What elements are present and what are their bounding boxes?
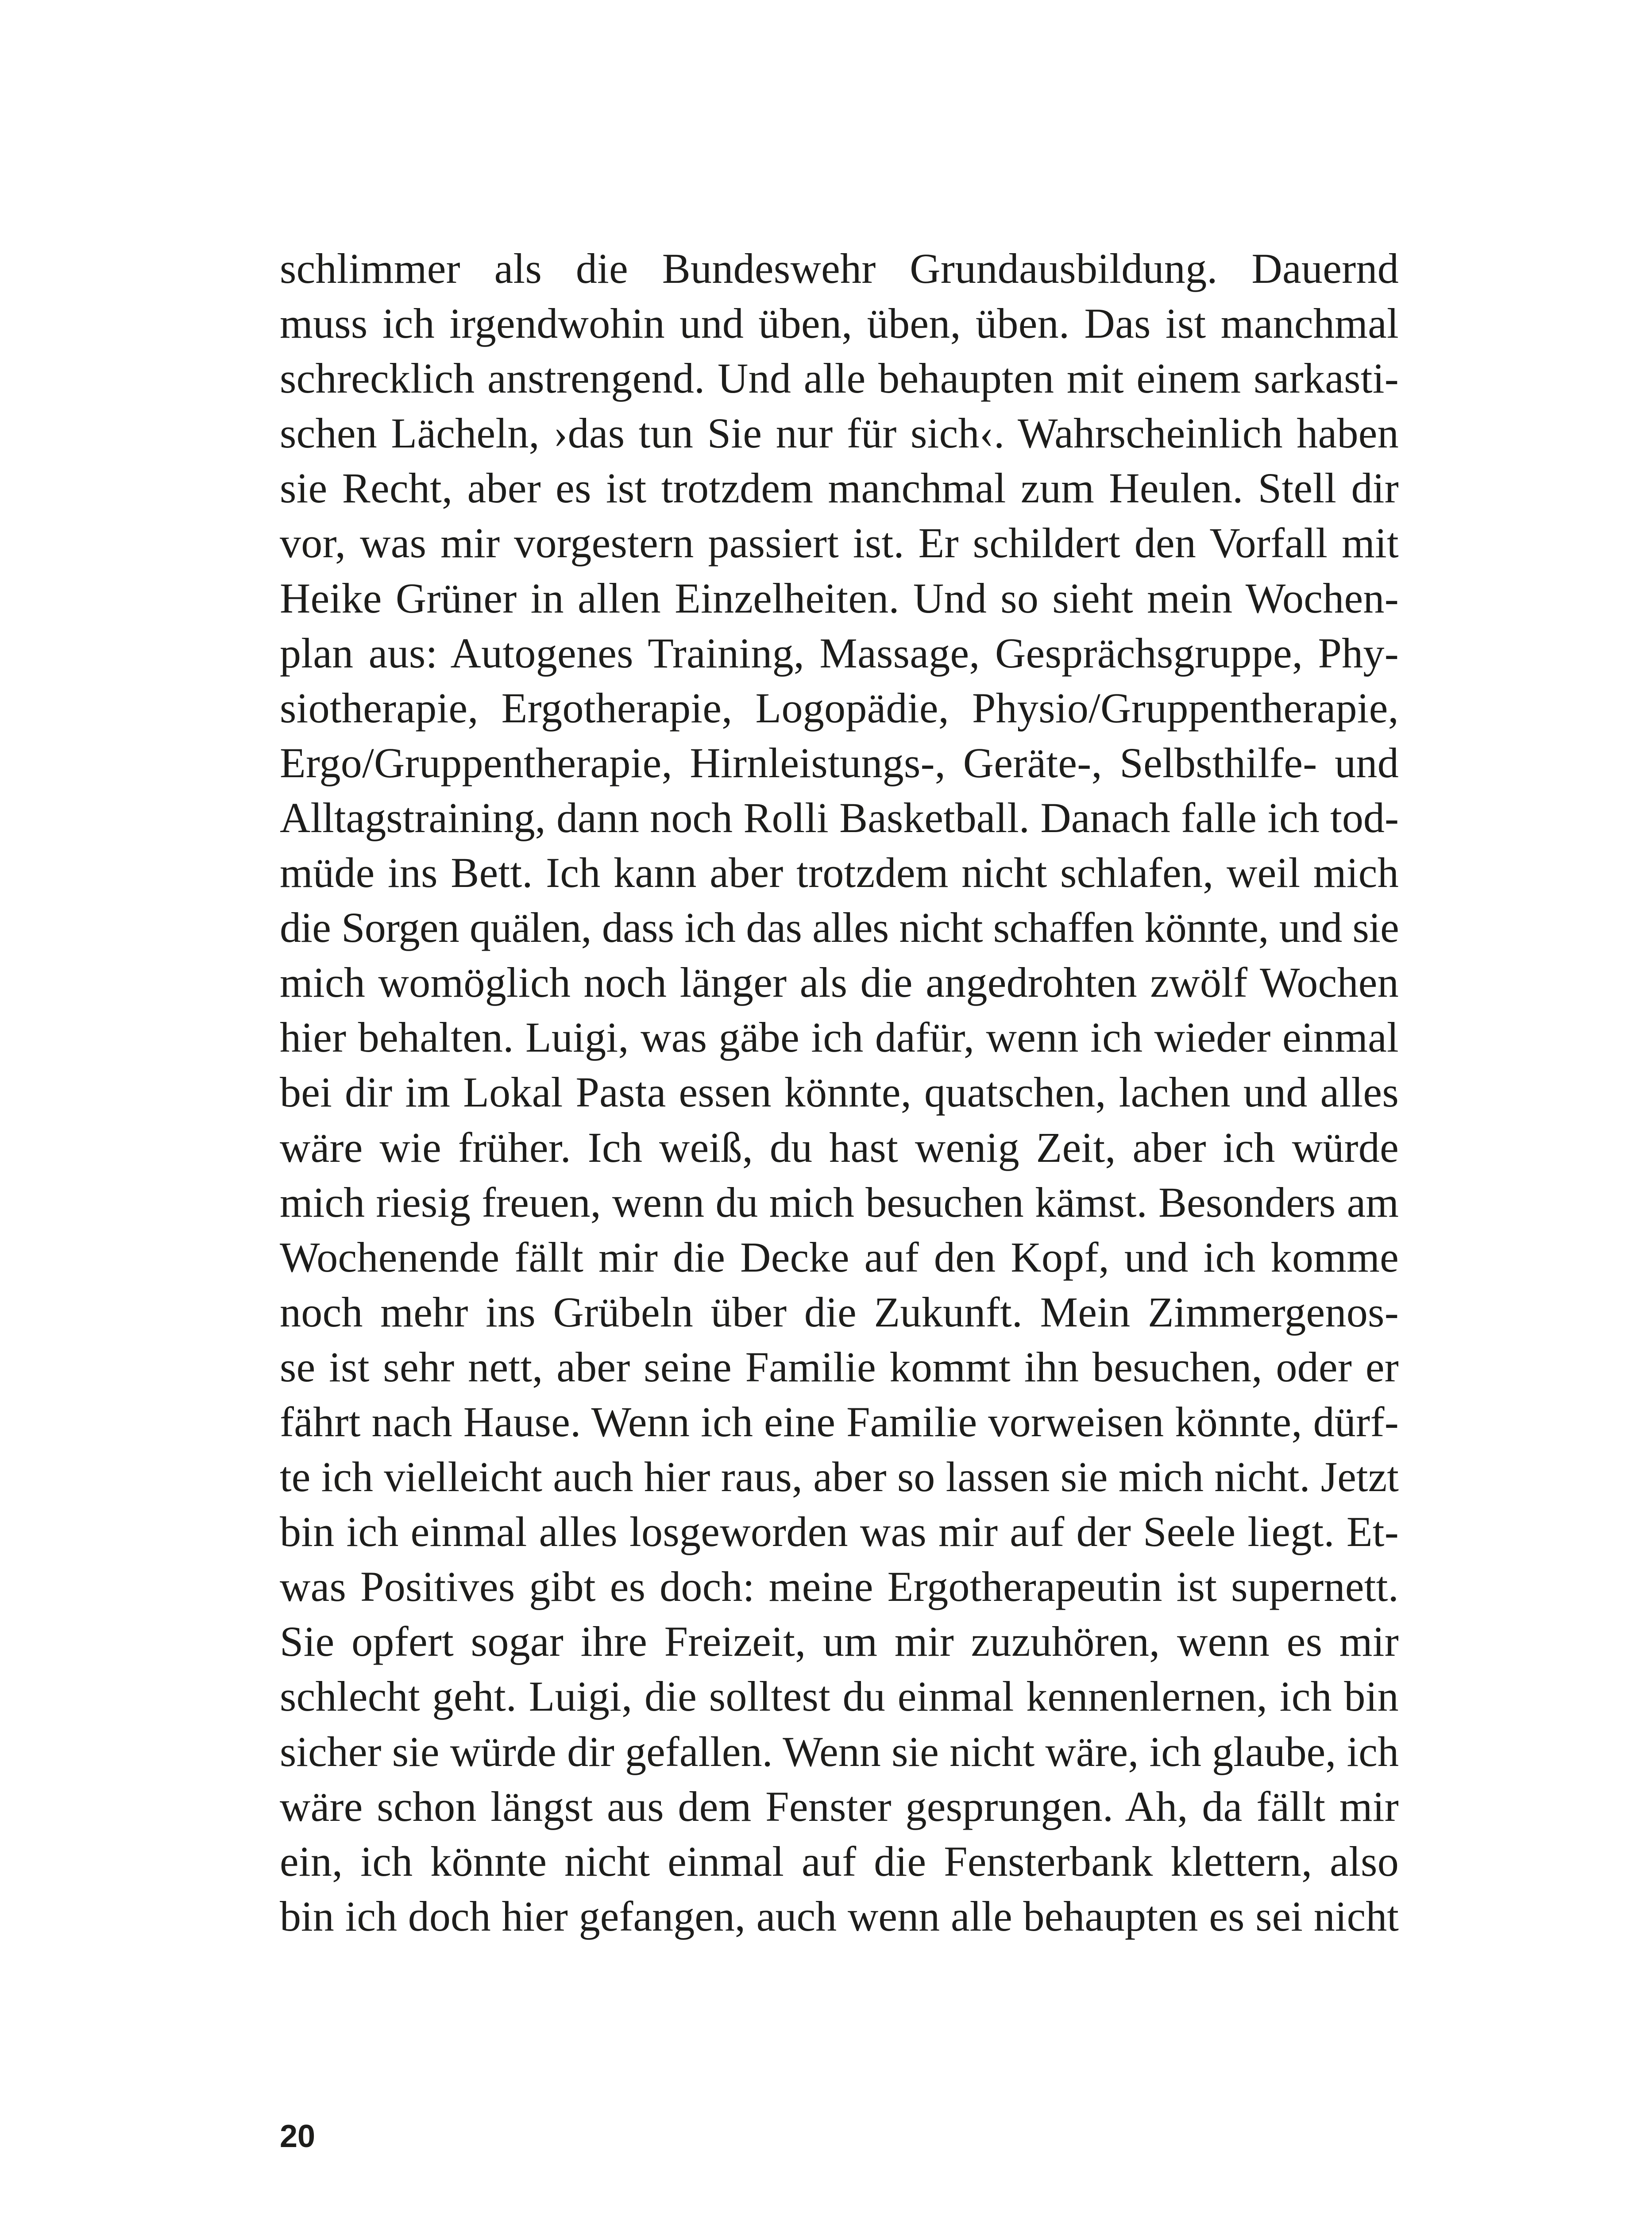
text-line: siotherapie, Ergotherapie, Logopädie, Physio/Gruppentherapie, xyxy=(280,684,1399,732)
text-line: mich riesig freuen, wenn du mich besuchen kämst. Besonders am xyxy=(280,1178,1399,1226)
text-line: sicher sie würde dir gefallen. Wenn sie nicht wäre, ich glaube, ich xyxy=(280,1727,1399,1775)
text-line: schrecklich anstrengend. Und alle behaupten mit einem sarkasti- xyxy=(280,355,1399,402)
text-line: fährt nach Hause. Wenn ich eine Familie vorweisen könnte, dürf- xyxy=(280,1398,1399,1446)
page-number: 20 xyxy=(280,2119,316,2154)
text-line: sie Recht, aber es ist trotzdem manchmal zum Heulen. Stell dir xyxy=(280,464,1399,512)
text-line: Wochenende fällt mir die Decke auf den Kopf, und ich komme xyxy=(280,1233,1399,1281)
text-line: bin ich doch hier gefangen, auch wenn alle behaupten es sei nicht xyxy=(280,1892,1399,1940)
text-line: ein, ich könnte nicht einmal auf die Fensterbank klettern, also xyxy=(280,1837,1399,1885)
text-line: schen Lächeln, ›das tun Sie nur für sich‹. Wahrscheinlich haben xyxy=(280,409,1399,457)
text-line: vor, was mir vorgestern passiert ist. Er schildert den Vorfall mit xyxy=(280,519,1399,567)
text-line: se ist sehr nett, aber seine Familie kommt ihn besuchen, oder er xyxy=(280,1343,1399,1391)
text-line: müde ins Bett. Ich kann aber trotzdem nicht schlafen, weil mich xyxy=(280,849,1399,897)
text-line: noch mehr ins Grübeln über die Zukunft. Mein Zimmergenos- xyxy=(280,1288,1399,1336)
body-text xyxy=(280,241,1399,1944)
text-line: schlecht geht. Luigi, die solltest du einmal kennenlernen, ich bin xyxy=(280,1673,1399,1720)
text-line: bin ich einmal alles losgeworden was mir auf der Seele liegt. Et- xyxy=(280,1508,1399,1556)
text-line: Sie opfert sogar ihre Freizeit, um mir zuzuhören, wenn es mir xyxy=(280,1618,1399,1666)
text-line: bei dir im Lokal Pasta essen könnte, quatschen, lachen und alles xyxy=(280,1068,1399,1116)
text-line: muss ich irgendwohin und üben, üben, üben. Das ist manchmal xyxy=(280,300,1399,347)
text-line: plan aus: Autogenes Training, Massage, Gesprächsgruppe, Phy- xyxy=(280,629,1399,677)
text-line: die Sorgen quälen, dass ich das alles nicht schaffen könnte, und sie xyxy=(280,904,1399,952)
text-line: was Positives gibt es doch: meine Ergotherapeutin ist supernett. xyxy=(280,1563,1399,1611)
text-line: Heike Grüner in allen Einzelheiten. Und so sieht mein Wochen- xyxy=(280,574,1399,622)
text-line: te ich vielleicht auch hier raus, aber so lassen sie mich nicht. Jetzt xyxy=(280,1453,1399,1501)
text-line: wäre wie früher. Ich weiß, du hast wenig Zeit, aber ich würde xyxy=(280,1123,1399,1171)
text-line: Ergo/Gruppentherapie, Hirnleistungs-, Geräte-, Selbsthilfe- und xyxy=(280,739,1399,787)
text-line: Alltagstraining, dann noch Rolli Basketball. Danach falle ich tod- xyxy=(280,794,1399,841)
text-line: mich womöglich noch länger als die angedrohten zwölf Wochen xyxy=(280,959,1399,1006)
text-line: hier behalten. Luigi, was gäbe ich dafür, wenn ich wieder einmal xyxy=(280,1014,1399,1061)
text-line: wäre schon längst aus dem Fenster gesprungen. Ah, da fällt mir xyxy=(280,1782,1399,1830)
text-line: schlimmer als die Bundeswehr Grundausbildung. Dauernd xyxy=(280,245,1399,292)
